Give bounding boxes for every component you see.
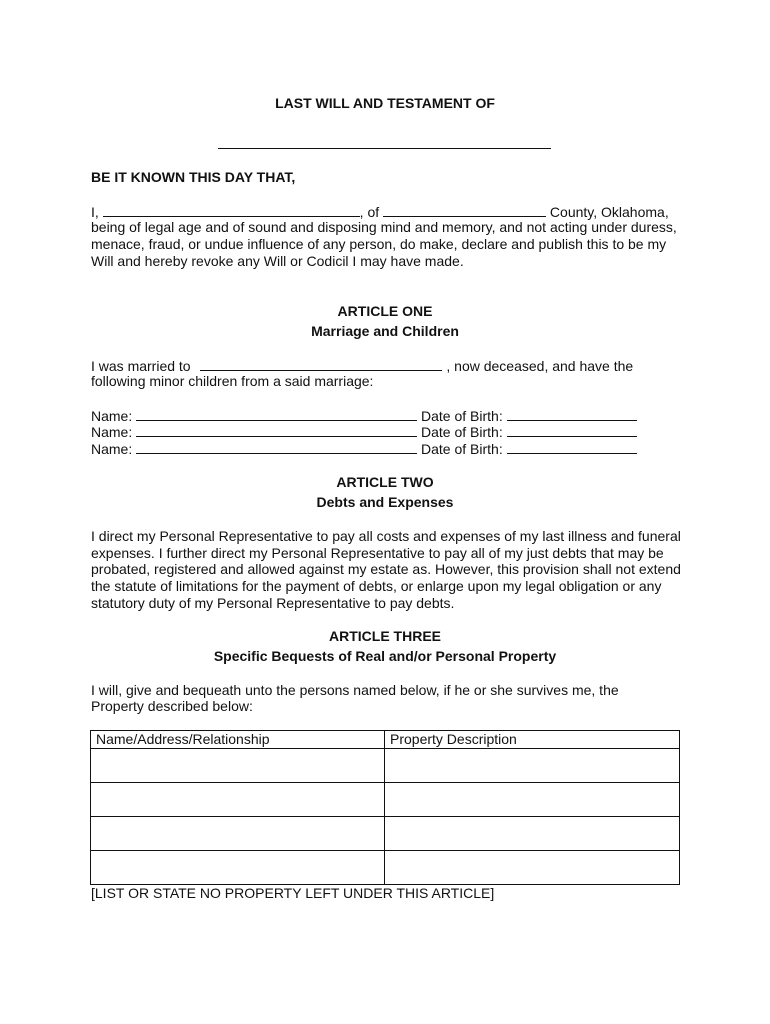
article-one-heading: ARTICLE ONE xyxy=(337,303,433,319)
bequest-name-cell[interactable] xyxy=(91,851,385,885)
testator-name-field[interactable] xyxy=(103,203,360,217)
article-two-line: probated, registered and allowed against my estate as. However, this provision shall not extend xyxy=(91,561,681,577)
bequests-table xyxy=(90,730,680,885)
intro-line-2: being of legal age and of sound and disposing mind and memory, and not acting under duress, xyxy=(91,219,677,235)
child-name-label: Name: xyxy=(91,424,133,440)
article-three-heading: ARTICLE THREE xyxy=(329,628,441,644)
spouse-name-field[interactable] xyxy=(200,357,442,371)
article-two-heading: ARTICLE TWO xyxy=(336,474,434,490)
child-row xyxy=(91,407,637,424)
child-dob-field[interactable] xyxy=(507,440,637,454)
child-name-label: Name: xyxy=(91,408,133,424)
bequest-property-cell[interactable] xyxy=(385,783,680,817)
married-suffix: , now deceased, and have the xyxy=(446,358,634,374)
county-field[interactable] xyxy=(383,203,546,217)
married-line-2: following minor children from a said marriage: xyxy=(91,373,374,389)
child-name-label: Name: xyxy=(91,441,133,457)
child-dob-field[interactable] xyxy=(507,407,637,421)
child-dob-label: Date of Birth: xyxy=(421,441,503,457)
table-row xyxy=(91,749,680,783)
article-two-line: I direct my Personal Representative to pay all costs and expenses of my last illness and funeral xyxy=(91,528,681,544)
table-header-row xyxy=(91,731,680,749)
child-name-field[interactable] xyxy=(136,407,417,421)
table-row xyxy=(91,817,680,851)
bequest-name-cell[interactable] xyxy=(91,749,385,783)
table-row xyxy=(91,783,680,817)
header-name-address: Name/Address/Relationship xyxy=(91,731,385,749)
child-row xyxy=(91,440,637,457)
child-dob-label: Date of Birth: xyxy=(421,424,503,440)
bequest-property-cell[interactable] xyxy=(385,817,680,851)
article-one-subheading: Marriage and Children xyxy=(311,323,459,339)
child-dob-field[interactable] xyxy=(507,423,637,437)
document-title: LAST WILL AND TESTAMENT OF xyxy=(275,95,495,111)
intro-line-1 xyxy=(91,203,669,221)
article-three-line: I will, give and bequeath unto the persons named below, if he or she survives me, the xyxy=(91,682,619,698)
intro-i-label: I, xyxy=(91,204,99,220)
article-two-line: the statute of limitations for the payment of debts, or enlarge upon my legal obligation or any xyxy=(91,578,662,594)
testator-name-line[interactable] xyxy=(218,134,551,149)
bequest-property-cell[interactable] xyxy=(385,851,680,885)
intro-line-3: menace, fraud, or undue influence of any person, do make, declare and publish this to be my xyxy=(91,236,667,252)
header-property-description: Property Description xyxy=(385,731,680,749)
table-row xyxy=(91,851,680,885)
article-two-line: statutory duty of my Personal Representative to pay debts. xyxy=(91,595,455,611)
intro-heading: BE IT KNOWN THIS DAY THAT, xyxy=(91,169,296,185)
intro-line-4: Will and hereby revoke any Will or Codicil I may have made. xyxy=(91,253,464,269)
child-row xyxy=(91,423,637,440)
bequest-name-cell[interactable] xyxy=(91,783,385,817)
article-three-subheading: Specific Bequests of Real and/or Personal Property xyxy=(213,648,557,664)
married-prefix: I was married to xyxy=(91,358,191,374)
bequest-name-cell[interactable] xyxy=(91,817,385,851)
bequest-property-cell[interactable] xyxy=(385,749,680,783)
child-dob-label: Date of Birth: xyxy=(421,408,503,424)
article-two-subheading: Debts and Expenses xyxy=(316,494,454,510)
article-three-line: Property described below: xyxy=(91,698,253,714)
article-two-line: expenses. I further direct my Personal Representative to pay all of my just debts that may be xyxy=(91,545,664,561)
intro-county-label: County, Oklahoma, xyxy=(549,204,669,220)
article-three-footer: [LIST OR STATE NO PROPERTY LEFT UNDER THIS ARTICLE] xyxy=(91,885,495,901)
married-line xyxy=(91,357,633,375)
intro-of-label: , of xyxy=(359,204,380,220)
child-name-field[interactable] xyxy=(136,440,417,454)
child-name-field[interactable] xyxy=(136,423,417,437)
